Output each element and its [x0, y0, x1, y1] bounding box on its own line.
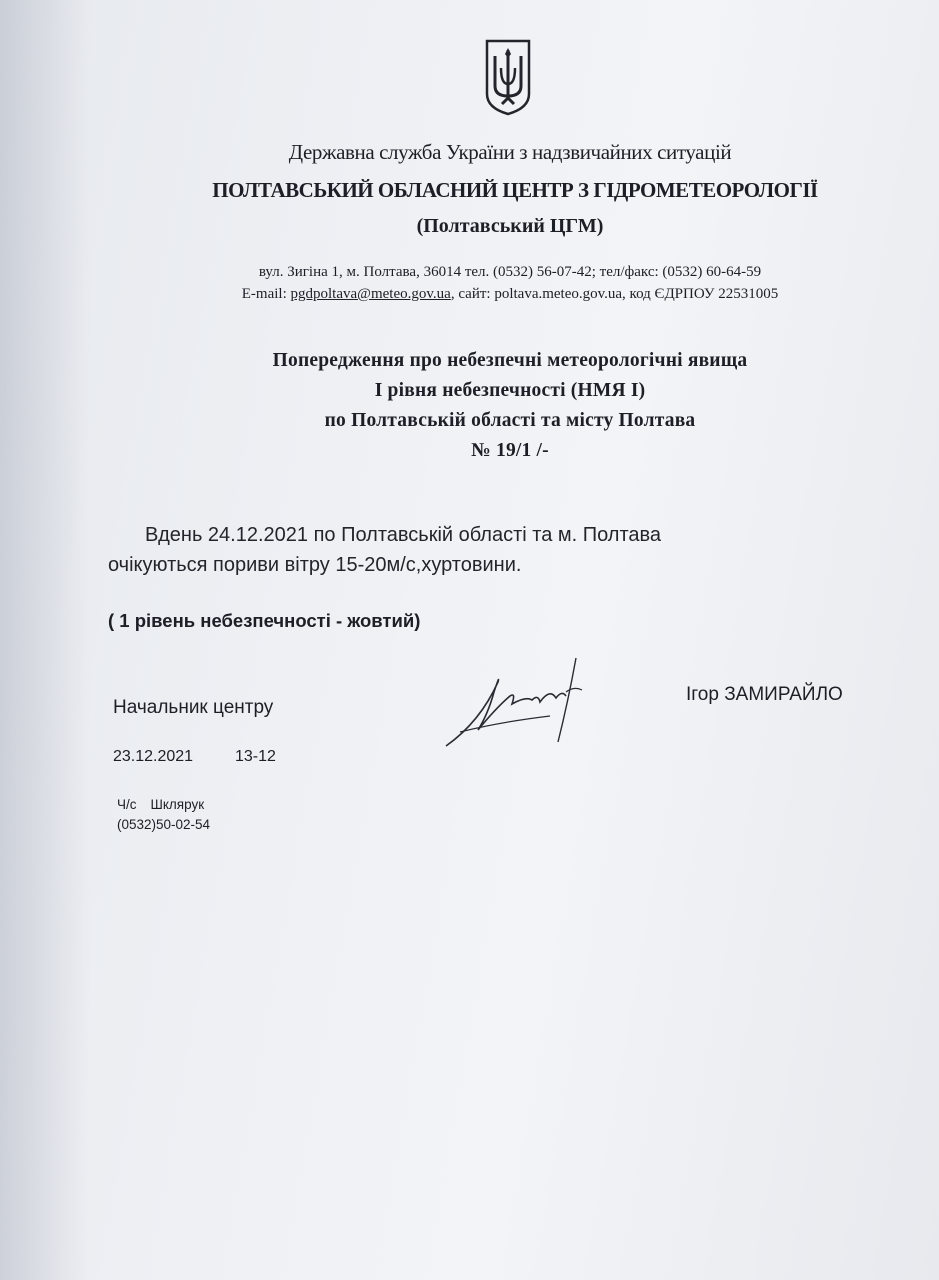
page-shadow: [0, 0, 90, 1280]
forecast-line-1: Вдень 24.12.2021 по Полтавській області та м. Полтава: [145, 524, 662, 546]
signer-name: Ігор ЗАМИРАЙЛО: [686, 684, 843, 705]
bleed-through-text: [350, 680, 939, 1060]
center-abbreviation: (Полтавський ЦГМ): [416, 215, 604, 237]
executor-phone: (0532)50-02-54: [117, 817, 211, 832]
signer-position: Начальник центру: [113, 697, 274, 718]
forecast-line-2: очікуються пориви вітру 15-20м/с,хуртовини.: [108, 554, 522, 576]
executor-label: Ч/с: [117, 797, 137, 812]
center-name: ПОЛТАВСЬКИЙ ОБЛАСНИЙ ЦЕНТР З ГІДРОМЕТЕОРОЛОГІЇ: [212, 178, 818, 202]
trident-coat-of-arms-icon: [484, 38, 532, 116]
issue-date: 23.12.2021: [113, 748, 194, 765]
email-label: E-mail:: [241, 286, 287, 302]
issue-time: 13-12: [235, 748, 276, 765]
warning-region-title: по Полтавській області та місту Полтава: [324, 410, 696, 431]
warning-title: Попередження про небезпечні метеорологічні явища: [272, 350, 748, 371]
address-line: вул. Зигіна 1, м. Полтава, 36014 тел. (0532) 56-07-42; тел/факс: (0532) 60-64-59: [258, 264, 762, 280]
site-and-code: , сайт: poltava.meteo.gov.ua, код ЄДРПОУ 22531005: [450, 286, 779, 302]
agency-name: Державна служба України з надзвичайних ситуацій: [288, 140, 732, 164]
handwritten-signature: [440, 652, 590, 752]
warning-number: № 19/1 /-: [471, 440, 549, 461]
warning-level-title: І рівня небезпечності (НМЯ І): [374, 380, 646, 401]
executor-line: [117, 797, 204, 812]
executor-name: Шклярук: [150, 797, 205, 812]
contacts-line: [120, 286, 900, 303]
email-link[interactable]: pgdpoltava@meteo.gov.ua: [290, 286, 451, 302]
danger-level: ( 1 рівень небезпечності - жовтий): [108, 610, 421, 631]
